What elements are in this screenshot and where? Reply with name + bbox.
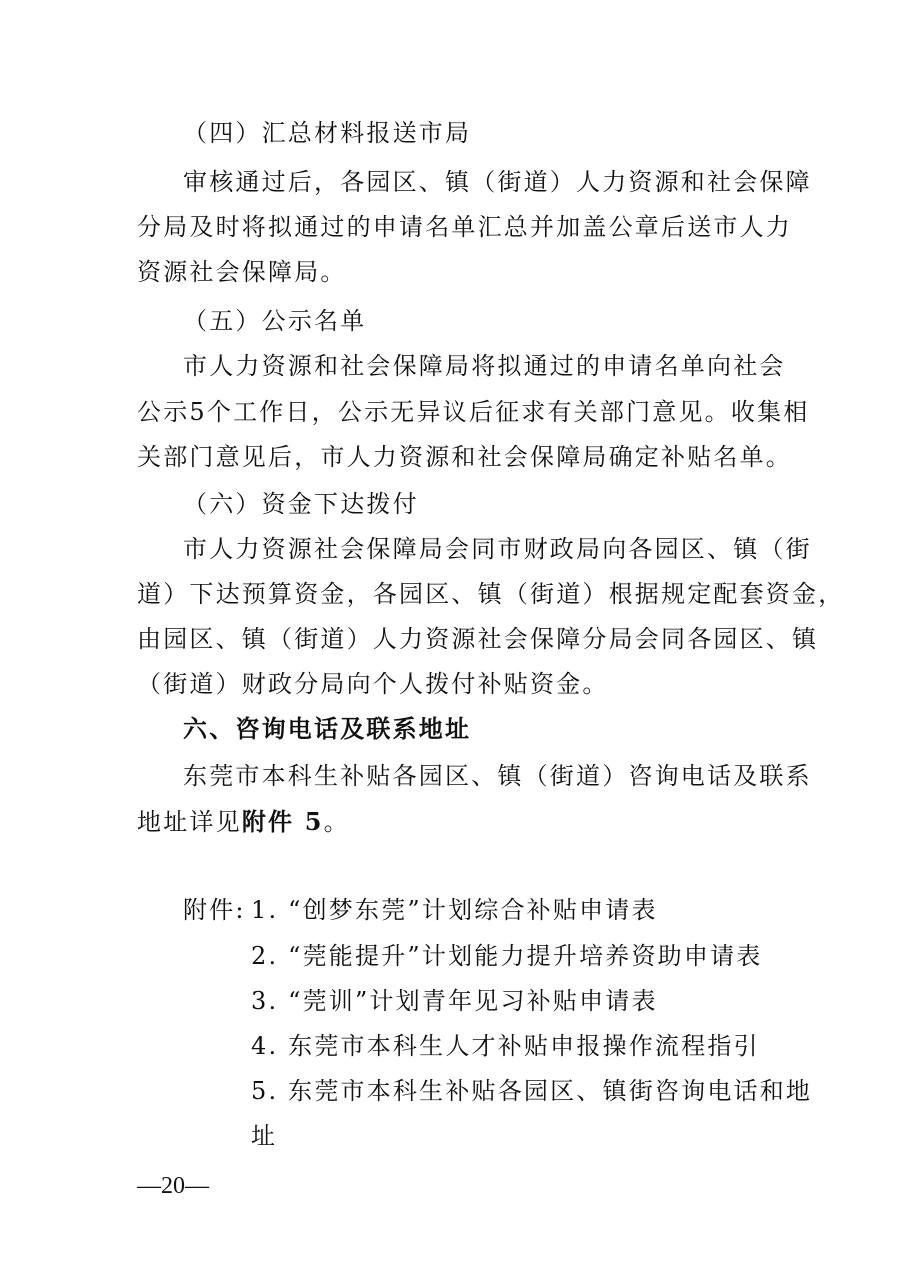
paragraph-line: 审核通过后，各园区、镇（街道）人力资源和社会保障 [183,168,812,196]
paragraph-line: 分局及时将拟通过的申请名单汇总并加盖公章后送市人力 [137,213,792,241]
paragraph-line: 市人力资源和社会保障局将拟通过的申请名单向社会 [183,352,786,380]
paragraph-line: 东莞市本科生补贴各园区、镇（街道）咨询电话及联系 [183,762,812,790]
attachments-label: 附件: [183,896,246,924]
attachment-item-2: 2. “莞能提升”计划能力提升培养资助申请表 [251,942,763,970]
paragraph-line: 由园区、镇（街道）人力资源社会保障分局会同各园区、镇 [137,625,819,653]
subheading-4: （四）汇总材料报送市局 [183,119,472,147]
attachment-item-5-continued: 址 [251,1122,278,1150]
paragraph-line: （街道）财政分局向个人拨付补贴资金。 [137,670,609,698]
paragraph-line: 关部门意见后，市人力资源和社会保障局确定补贴名单。 [137,443,792,471]
paragraph-line: 公示5个工作日，公示无异议后征求有关部门意见。收集相 [137,398,810,426]
attachment-item-3: 3. “莞训”计划青年见习补贴申请表 [251,987,658,1015]
paragraph-line: 道）下达预算资金，各园区、镇（街道）根据规定配套资金， [137,580,845,608]
paragraph-line [137,806,350,838]
attachment-reference: 附件 5 [241,807,324,836]
line-suffix: 。 [323,808,350,836]
paragraph-line: 资源社会保障局。 [137,258,347,286]
attachment-item-1: 1. “创梦东莞”计划综合补贴申请表 [251,896,658,924]
subheading-5: （五）公示名单 [183,307,367,335]
attachment-item-5: 5. 东莞市本科生补贴各园区、镇街咨询电话和地 [251,1077,813,1105]
attachment-item-4: 4. 东莞市本科生人才补贴申报操作流程指引 [251,1032,760,1060]
section-heading-contact: 六、咨询电话及联系地址 [183,714,472,743]
page-number: —20— [137,1173,209,1199]
line-prefix: 地址详见 [137,808,242,836]
subheading-6: （六）资金下达拨付 [183,490,419,518]
paragraph-line: 市人力资源社会保障局会同市财政局向各园区、镇（街 [183,535,812,563]
